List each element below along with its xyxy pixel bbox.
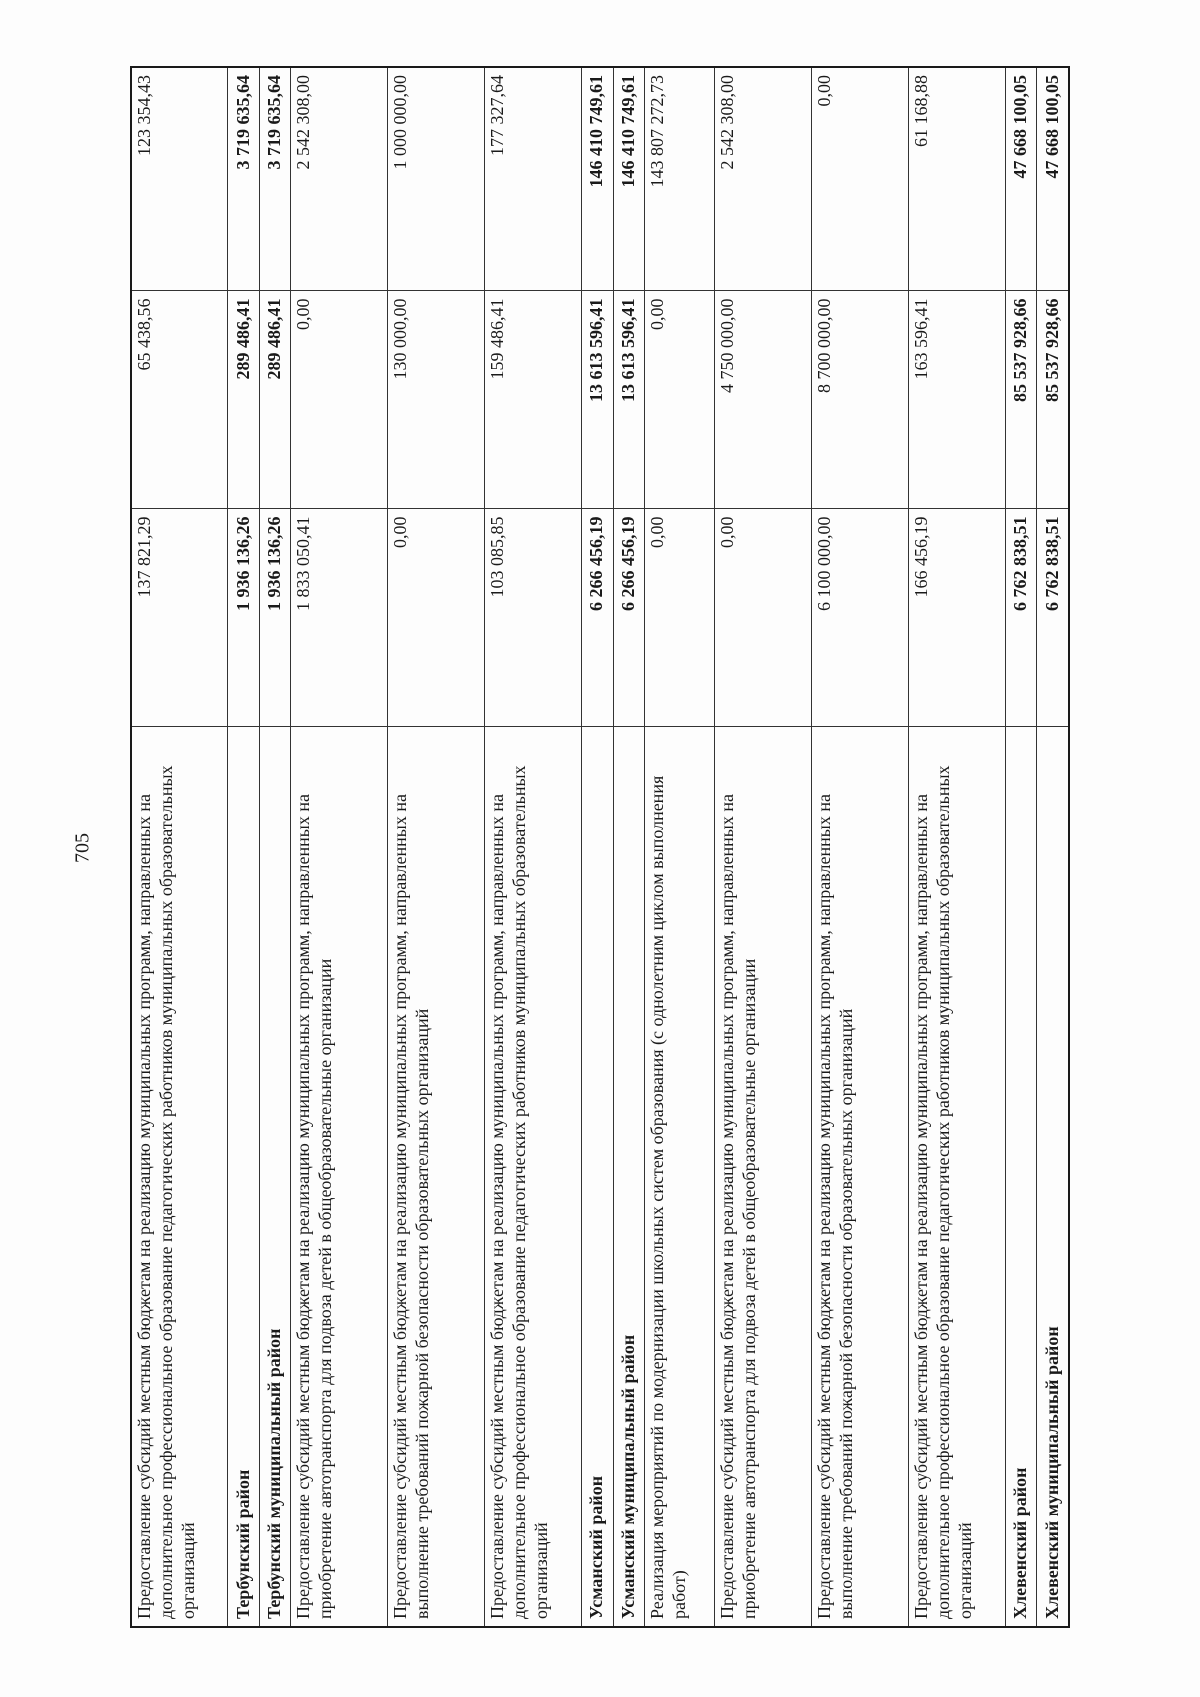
table-rotated-container [130, 68, 1070, 1628]
table-row [715, 67, 812, 1627]
row-name: Предоставление субсидий местным бюджетам на реализацию муниципальных программ, направленных на дополнительное профессиональное образование педагогических работников муниципальных образовательных организаций [485, 727, 582, 1627]
row-value-2: 8 700 000,00 [812, 291, 909, 509]
table-row [388, 67, 485, 1627]
page-number: 705 [71, 833, 94, 863]
row-value-1: 0,00 [388, 509, 485, 727]
row-value-1: 0,00 [715, 509, 812, 727]
row-value-1: 6 266 456,19 [582, 509, 613, 727]
row-value-3: 47 668 100,05 [1037, 67, 1069, 291]
table-row [131, 67, 228, 1627]
row-value-2: 289 486,41 [228, 291, 259, 509]
row-value-2: 13 613 596,41 [582, 291, 613, 509]
row-value-2: 13 613 596,41 [613, 291, 644, 509]
row-value-2: 159 486,41 [485, 291, 582, 509]
row-name: Хлевенский район [1005, 727, 1036, 1627]
row-value-1: 6 266 456,19 [613, 509, 644, 727]
row-value-3: 177 327,64 [485, 67, 582, 291]
row-name: Предоставление субсидий местным бюджетам на реализацию муниципальных программ, направленных на выполнение требований пожарной безопасности образовательных организаций [812, 727, 909, 1627]
row-value-1: 166 456,19 [908, 509, 1005, 727]
row-value-1: 6 762 838,51 [1037, 509, 1069, 727]
row-value-3: 61 168,88 [908, 67, 1005, 291]
row-value-3: 2 542 308,00 [291, 67, 388, 291]
row-value-2: 85 537 928,66 [1005, 291, 1036, 509]
table-row [908, 67, 1005, 1627]
row-value-2: 4 750 000,00 [715, 291, 812, 509]
row-value-2: 0,00 [645, 291, 715, 509]
row-value-1: 6 100 000,00 [812, 509, 909, 727]
row-name: Предоставление субсидий местным бюджетам на реализацию муниципальных программ, направленных на выполнение требований пожарной безопасности образовательных организаций [388, 727, 485, 1627]
row-name: Предоставление субсидий местным бюджетам на реализацию муниципальных программ, направленных на приобретение автотранспорта для подвоза детей в общеобразовательные организации [291, 727, 388, 1627]
table-row [645, 67, 715, 1627]
row-value-2: 65 438,56 [131, 291, 228, 509]
row-name: Усманский район [582, 727, 613, 1627]
row-value-3: 123 354,43 [131, 67, 228, 291]
table-row [812, 67, 909, 1627]
row-value-2: 130 000,00 [388, 291, 485, 509]
row-value-2: 0,00 [291, 291, 388, 509]
table-row [1005, 67, 1036, 1627]
row-value-1: 137 821,29 [131, 509, 228, 727]
row-name: Реализация мероприятий по модернизации школьных систем образования (с однолетним циклом выполнения работ) [645, 727, 715, 1627]
row-value-3: 0,00 [812, 67, 909, 291]
row-value-3: 1 000 000,00 [388, 67, 485, 291]
row-value-1: 1 936 136,26 [259, 509, 290, 727]
row-value-3: 47 668 100,05 [1005, 67, 1036, 291]
row-name: Предоставление субсидий местным бюджетам на реализацию муниципальных программ, направленных на дополнительное профессиональное образование педагогических работников муниципальных образовательных организаций [131, 727, 228, 1627]
row-value-3: 3 719 635,64 [228, 67, 259, 291]
table-row [259, 67, 290, 1627]
row-value-1: 103 085,85 [485, 509, 582, 727]
row-name: Предоставление субсидий местным бюджетам на реализацию муниципальных программ, направленных на дополнительное профессиональное образование педагогических работников муниципальных образовательных организаций [908, 727, 1005, 1627]
table-row [582, 67, 613, 1627]
row-value-1: 1 833 050,41 [291, 509, 388, 727]
row-name: Тербунский район [228, 727, 259, 1627]
table-row [228, 67, 259, 1627]
row-value-3: 2 542 308,00 [715, 67, 812, 291]
row-value-3: 146 410 749,61 [613, 67, 644, 291]
table-row [291, 67, 388, 1627]
row-value-2: 85 537 928,66 [1037, 291, 1069, 509]
row-value-3: 143 807 272,73 [645, 67, 715, 291]
row-value-3: 3 719 635,64 [259, 67, 290, 291]
budget-table [130, 66, 1070, 1628]
table-row [1037, 67, 1069, 1627]
row-value-1: 6 762 838,51 [1005, 509, 1036, 727]
row-name: Тербунский муниципальный район [259, 727, 290, 1627]
row-value-1: 0,00 [645, 509, 715, 727]
table-row [613, 67, 644, 1627]
row-value-1: 1 936 136,26 [228, 509, 259, 727]
row-name: Предоставление субсидий местным бюджетам на реализацию муниципальных программ, направленных на приобретение автотранспорта для подвоза детей в общеобразовательные организации [715, 727, 812, 1627]
table-row [485, 67, 582, 1627]
row-value-2: 163 596,41 [908, 291, 1005, 509]
row-value-2: 289 486,41 [259, 291, 290, 509]
row-value-3: 146 410 749,61 [582, 67, 613, 291]
row-name: Хлевенский муниципальный район [1037, 727, 1069, 1627]
row-name: Усманский муниципальный район [613, 727, 644, 1627]
